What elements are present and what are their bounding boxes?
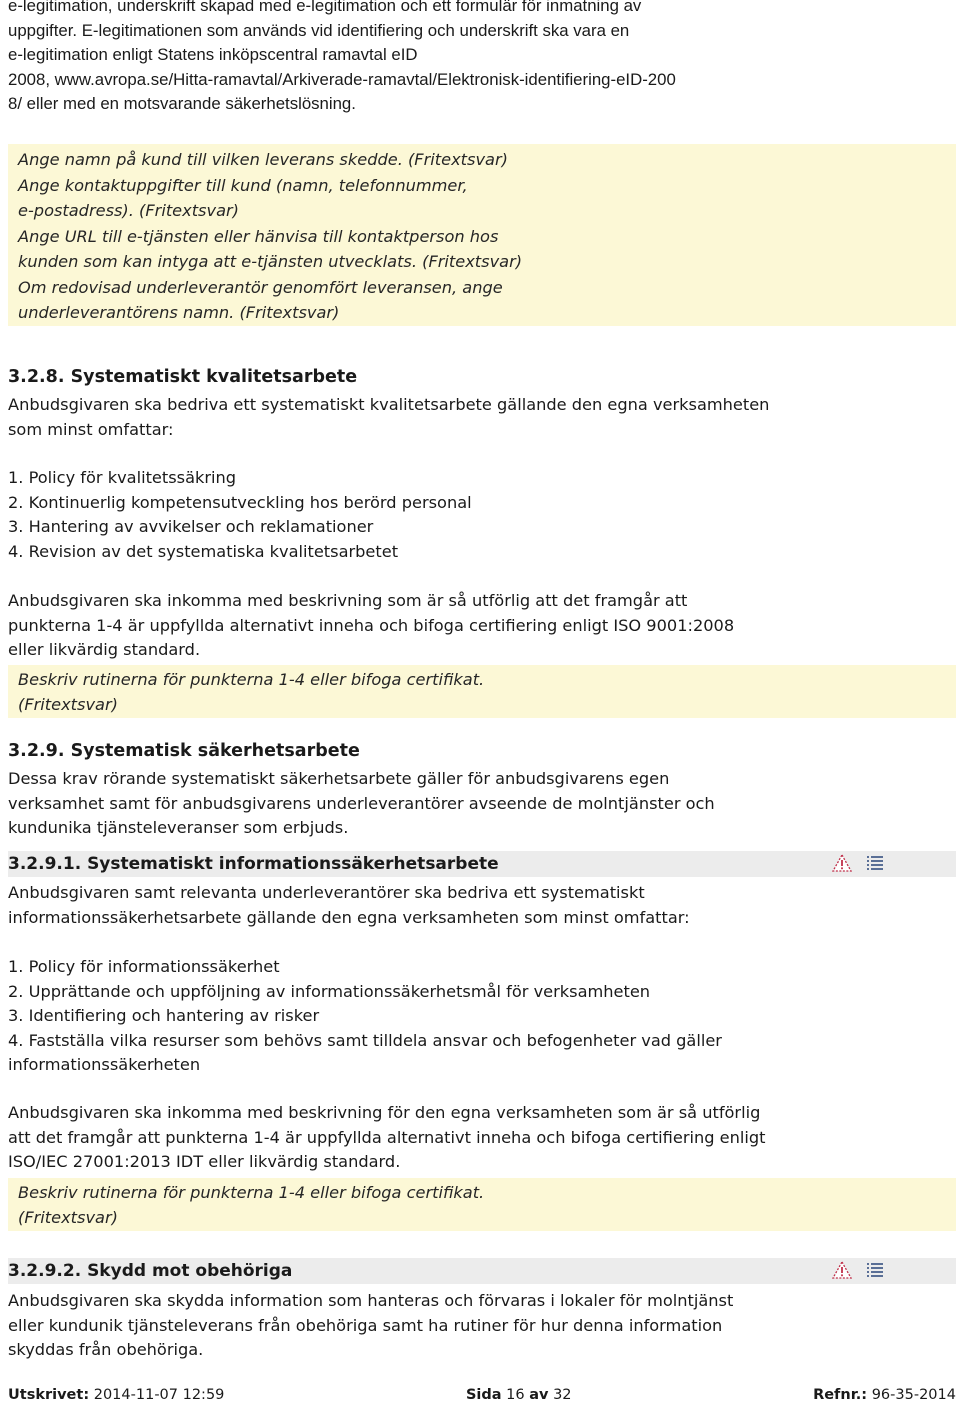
list-item: 3. Hantering av avvikelser och reklamationer <box>8 517 374 536</box>
list-item: 1. Policy för kvalitetssäkring <box>8 468 237 487</box>
ref-value: 96-35-2014 <box>871 1387 956 1403</box>
page-label: Sida <box>465 1387 502 1403</box>
section-paragraph: Anbudsgivaren samt relevanta underleverantörer ska bedriva ett systematiskt informationssäkerhetsarbete gällande den egna verksamheten som minst omfattar: <box>8 883 690 927</box>
header-icons <box>832 854 884 880</box>
answer-box-infosec[interactable]: Beskriv rutinerna för punkterna 1-4 eller bifoga certifikat. (Fritextsvar) <box>8 1178 956 1231</box>
header-icons <box>832 1261 884 1287</box>
list-item: 1. Policy för informationssäkerhet <box>8 957 280 976</box>
section-paragraph: Anbudsgivaren ska skydda information som hanteras och förvaras i lokaler för molntjänst eller kundunik tjänsteleverans från obehöriga samt ha rutiner för hur denna information skyddas från obehöriga. <box>8 1291 734 1359</box>
warning-icon[interactable] <box>832 1261 852 1287</box>
list-icon[interactable] <box>866 1261 884 1287</box>
intro-line: uppgifter. E-legitimationen som används vid identifiering och underskrift ska vara en <box>8 20 630 40</box>
answer-box-quality[interactable]: Beskriv rutinerna för punkterna 1-4 eller bifoga certifikat. (Fritextsvar) <box>8 665 956 718</box>
page-total: 32 <box>553 1387 572 1403</box>
section-heading-3-2-9: 3.2.9. Systematisk säkerhetsarbete <box>8 741 360 761</box>
answer-line: kunden som kan intyga att e-tjänsten utvecklats. (Fritextsvar) <box>18 252 523 271</box>
intro-line: 8/ eller med en motsvarande säkerhetslösning. <box>8 94 356 113</box>
subsection-heading: 3.2.9.1. Systematiskt informationssäkerhetsarbete <box>8 854 499 874</box>
subsection-header-3-2-9-1 <box>8 851 956 877</box>
intro-line: 2008, www.avropa.se/Hitta-ramavtal/Arkiverade-ramavtal/Elektronisk-identifiering-eID-200 <box>8 69 676 89</box>
list-item: 3. Identifiering och hantering av risker <box>8 1006 320 1025</box>
ref-label: Refnr.: <box>813 1387 868 1403</box>
intro-line: e-legitimation enligt Statens inköpscentral ramavtal eID <box>8 45 418 64</box>
answer-line: Ange URL till e-tjänsten eller hänvisa till kontaktperson hos <box>18 226 499 246</box>
intro-paragraph <box>8 0 676 117</box>
section-paragraph: Anbudsgivaren ska inkomma med beskrivning för den egna verksamheten som är så utförlig att det framgår att punkterna 1-4 är uppfyllda alternativt inneha och bifoga certifiering enligt ISO/IEC 27001:2013 IDT eller likvärdig standard. <box>8 1103 766 1171</box>
list-item: 2. Kontinuerlig kompetensutveckling hos berörd personal <box>8 492 472 512</box>
reference-number <box>813 1386 956 1404</box>
answer-line: Om redovisad underleverantör genomfört leveransen, ange <box>18 277 503 297</box>
printed-date <box>8 1386 224 1404</box>
section-paragraph: Dessa krav rörande systematiskt säkerhetsarbete gäller för anbudsgivarens egen verksamhet samt för anbudsgivarens underleverantörer avseende de molntjänster och kundunika tjänsteleveranser som erbjuds. <box>8 769 715 837</box>
requirements-list <box>8 955 722 1078</box>
subsection-header-3-2-9-2 <box>8 1258 956 1284</box>
answer-line: e-postadress). (Fritextsvar) <box>18 201 239 220</box>
answer-line: Ange namn på kund till vilken leverans skedde. (Fritextsvar) <box>18 150 508 169</box>
intro-line: e-legitimation, underskrift skapad med e-legitimation och ett formulär för inmatning av <box>8 0 642 15</box>
page-footer <box>8 1386 956 1404</box>
list-icon[interactable] <box>866 854 884 880</box>
requirements-list <box>8 466 472 564</box>
section-paragraph: Anbudsgivaren ska bedriva ett systematiskt kvalitetsarbete gällande den egna verksamheten som minst omfattar: <box>8 395 770 439</box>
list-item: 2. Upprättande och uppföljning av informationssäkerhetsmål för verksamheten <box>8 981 651 1001</box>
subsection-heading: 3.2.9.2. Skydd mot obehöriga <box>8 1261 293 1281</box>
section-heading-3-2-8: 3.2.8. Systematiskt kvalitetsarbete <box>8 367 358 387</box>
section-paragraph: Anbudsgivaren ska inkomma med beskrivning som är så utförlig att det framgår att punkterna 1-4 är uppfyllda alternativt inneha och bifoga certifiering enligt ISO 9001:2008 eller likvärdig standard. <box>8 591 735 659</box>
printed-label: Utskrivet: <box>8 1387 90 1403</box>
page-of: av <box>529 1387 549 1403</box>
answer-box-delivery[interactable] <box>8 144 956 326</box>
answer-line: Ange kontaktuppgifter till kund (namn, telefonnummer, <box>18 175 468 195</box>
answer-line: underleverantörens namn. (Fritextsvar) <box>18 303 340 322</box>
list-item: 4. Fastställa vilka resurser som behövs samt tilldela ansvar och befogenheter vad gäller informationssäkerheten <box>8 1030 722 1074</box>
list-item: 4. Revision av det systematiska kvalitetsarbetet <box>8 541 399 561</box>
printed-value: 2014-11-07 12:59 <box>93 1387 225 1403</box>
page-num: 16 <box>506 1387 525 1403</box>
page-number <box>466 1386 572 1404</box>
warning-icon[interactable] <box>832 854 852 880</box>
